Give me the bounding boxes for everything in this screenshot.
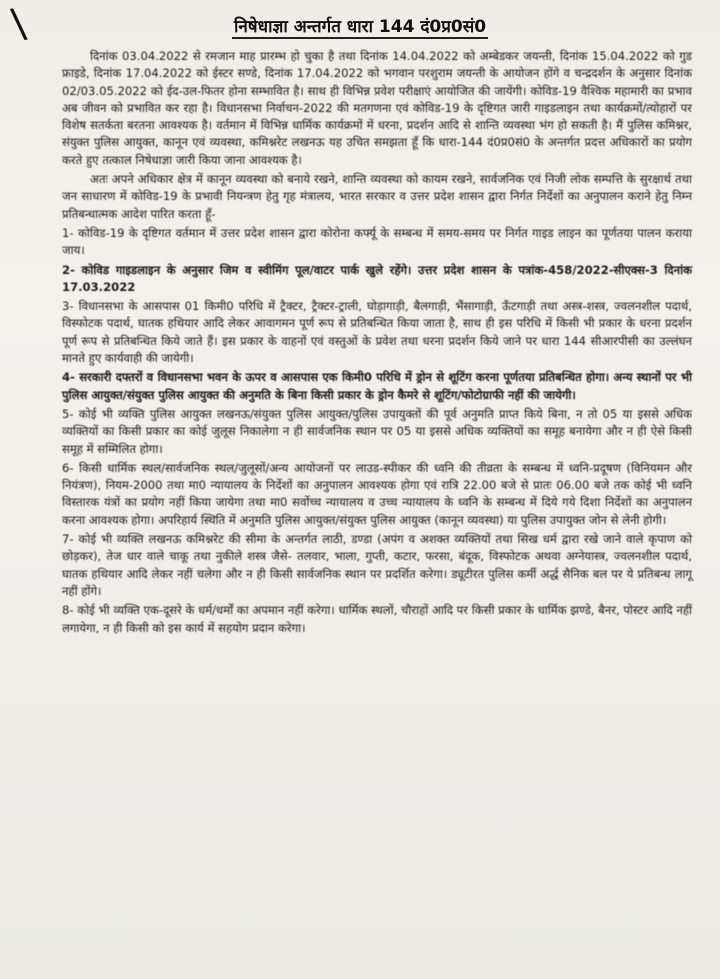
clause-2-gym-swimming-pool: 2- कोविड गाइडलाइन के अनुसार जिम व स्वीमिंग पूल/वाटर पार्क खुले रहेंगे। उत्तर प्रदेश शासन के पत्रांक-458/2022-सीएक्स-3 दिनांक 17.03.2022 (62, 262, 692, 294)
clause-7-weapons-ban: 7- कोई भी व्यक्ति लखनऊ कमिश्नरेट की सीमा के अन्तर्गत लाठी, डण्डा (अपंग व अशक्त व्यक्तियों तथा सिख धर्म द्वारा रखे जाने वाले कृपाण को छोड़कर), तेज धार वाले चाकू तथा नुकीले शस्त्र जैसे- तलवार, भाला, गुप्ती, कटार, फरसा, बंदूक, विस्फोटक अथवा अग्नेयास्त्र, ज्वलनशील पदार्थ, घातक हथियार आदि लेकर नहीं चलेगा और न ही किसी सार्वजनिक स्थान पर प्रदर्शित करेगा। ड्यूटीरत पुलिस कर्मी अर्द्ध सैनिक बल पर ये प्रतिबन्ध लागू नहीं होंगे। (62, 532, 692, 598)
document-body (62, 48, 692, 973)
order-preamble-paragraph: अतः अपने अधिकार क्षेत्र में कानून व्यवस्था को बनाये रखने, शान्ति व्यवस्था को कायम रखने, सार्वजनिक एवं निजी लोक सम्पत्ति के सुरक्षार्थ तथा जन साधारण में कोविड-19 के प्रभावी नियन्त्रण हेतु गृह मंत्रालय, भारत सरकार व उत्तर प्रदेश शासन द्वारा निर्गत निर्देशों का अनुपालन कराने हेतु निम्न प्रतिबन्धात्मक आदेश पारित करता हूँ- (62, 172, 692, 221)
document-title-text: निषेधाज्ञा अन्तर्गत धारा 144 दं0प्र0सं0 (233, 17, 487, 37)
clause-5-procession-ban: 5- कोई भी व्यक्ति पुलिस आयुक्त लखनऊ/संयुक्त पुलिस आयुक्त/पुलिस उपायुक्तों की पूर्व अनुमति प्राप्त किये बिना, न तो 05 या इससे अधिक व्यक्तियों का किसी प्रकार का कोई जुलूस निकालेगा न ही सार्वजनिक स्थान पर 05 या इससे अधिक व्यक्तियों का समूह बनायेगा और न ही ऐसे किसी समूह में सम्मिलित होगा। (62, 406, 692, 456)
clause-4-drone-ban: 4- सरकारी दफ्तरों व विधानसभा भवन के ऊपर व आसपास एक किमी0 परिधि में ड्रोन से शूटिंग करना पूर्णतया प्रतिबन्धित होगा। अन्य स्थानों पर भी पुलिस आयुक्त/संयुक्त पुलिस आयुक्त की अनुमति के बिना किसी प्रकार के ड्रोन कैमरे से शूटिंग/फोटोग्राफी नहीं की जायेगी। (62, 370, 692, 402)
document-title (0, 14, 720, 37)
clause-1-covid-guidelines: 1- कोविड-19 के दृष्टिगत वर्तमान में उत्तर प्रदेश शासन द्वारा कोरोना कर्फ्यू के सम्बन्ध में समय-समय पर निर्गत गाइड लाइन का पूर्णतया पालन कराया जाय। (62, 225, 692, 258)
clause-3-vidhan-sabha-restrictions: 3- विधानसभा के आसपास 01 किमी0 परिधि में ट्रैक्टर, ट्रैक्टर-ट्राली, घोड़ागाड़ी, बैलगाड़ी, भैंसागाड़ी, ऊँटगाड़ी तथा अस्त्र-शस्त्र, ज्वलनशील पदार्थ, विस्फोटक पदार्थ, घातक हथियार आदि लेकर आवागमन पूर्ण रूप से प्रतिबन्धित किया जाता है, साथ ही इस परिधि में किसी भी प्रकार के धरना प्रदर्शन पूर्ण रूप से प्रतिबन्धित किये जाते हैं। इस प्रकार के वाहनों एवं वस्तुओं के प्रवेश तथा धरना प्रदर्शन किये जाने पर धारा 144 सीआरपीसी का उल्लंघन मानते हुए कार्यवाही की जायेगी। (62, 299, 692, 366)
intro-paragraph: दिनांक 03.04.2022 से रमजान माह प्रारम्भ हो चुका है तथा दिनांक 14.04.2022 को अम्बेडकर जयन्ती, दिनांक 15.04.2022 को गुड फ्राइडे, दिनांक 17.04.2022 को ईस्टर सण्डे, दिनांक 17.04.2022 को भगवान परशुराम जयन्ती के आयोजन होंगे व चन्द्रदर्शन के अनुसार दिनांक 02/03.05.2022 को ईद-उल-फितर होना सम्भावित है। साथ ही विभिन्न प्रवेश परीक्षाएं आयोजित की जायेंगी। कोविड-19 वैश्विक महामारी का प्रभाव अब जीवन को प्रभावित कर रहा है। विधानसभा निर्वाचन-2022 की मतगणना एवं कोविड-19 के दृष्टिगत जारी गाइडलाइन तथा कार्यक्रमों/त्योहारों पर विशेष सतर्कता बरतना आवश्यक है। वर्तमान में विभिन्न धार्मिक कार्यक्रमों में धरना, प्रदर्शन आदि से शान्ति व्यवस्था भंग हो सकती है। मैं पुलिस कमिश्नर, संयुक्त पुलिस आयुक्त, कानून एवं व्यवस्था, कमिश्नरेट लखनऊ यह उचित समझता हूँ कि धारा-144 दं0प्र0सं0 के अन्तर्गत प्रदत्त अधिकारों का प्रयोग करते हुए तत्काल निषेधाज्ञा जारी किया जाना आवश्यक है। (62, 49, 692, 167)
clause-6-loudspeaker-rules: 6- किसी धार्मिक स्थल/सार्वजनिक स्थल/जुलूसों/अन्य आयोजनों पर लाउड-स्पीकर की ध्वनि की तीव्रता के सम्बन्ध में ध्वनि-प्रदूषण (विनियमन और नियंत्रण), नियम-2000 तथा मा0 न्यायालय के निर्देशों का अनुपालन आवश्यक होगा एवं रात्रि 22.00 बजे से प्रातः 06.00 बजे तक कोई भी ध्वनि विस्तारक यंत्रों का प्रयोग नहीं किया जायेगा तथा मा0 सर्वोच्च न्यायालय व उच्च न्यायालय के ध्वनि के सम्बन्ध में दिये गये दिशा निर्देशों का अनुपालन करना आवश्यक होगा। अपरिहार्य स्थिति में अनुमति पुलिस आयुक्त/संयुक्त पुलिस आयुक्त (कानून व्यवस्था) या पुलिस उपायुक्त जोन से लेनी होगी। (62, 460, 692, 527)
pen-stroke-mark: \ (8, 0, 29, 48)
clause-8-religious-respect: 8- कोई भी व्यक्ति एक-दूसरे के धर्म/धर्मों का अपमान नहीं करेगा। धार्मिक स्थलों, चौराहों आदि पर किसी प्रकार के धार्मिक झण्डे, बैनर, पोस्टर आदि नहीं लगायेगा, न ही किसी को इस कार्य में सहयोग प्रदान करेगा। (62, 603, 692, 635)
